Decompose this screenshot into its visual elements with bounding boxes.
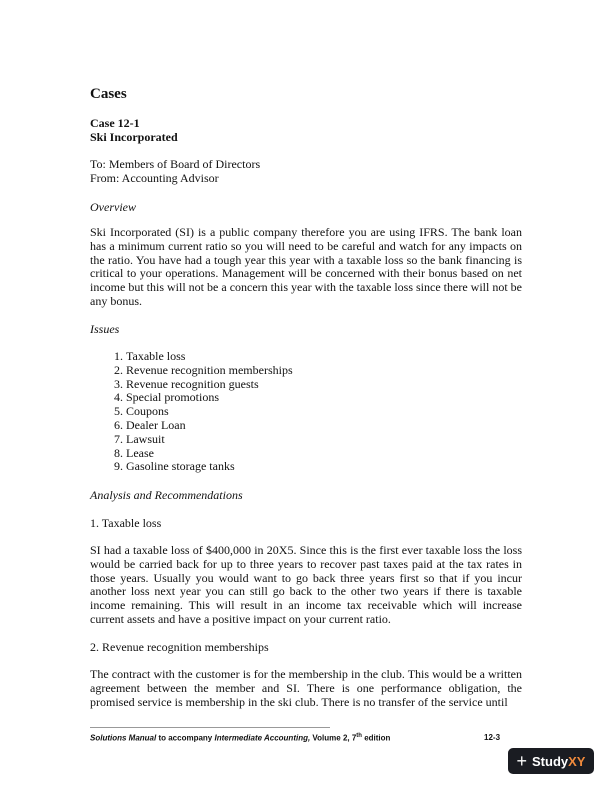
issues-list: [90, 350, 293, 474]
analysis-heading: Analysis and Recommendations: [90, 488, 243, 502]
list-item: 9. Gasoline storage tanks: [126, 460, 293, 474]
analysis-item-1-text: SI had a taxable loss of $400,000 in 20X5. Since this is the first ever taxable loss the loss would be carried back for up to three years to recover past taxes paid at the tax rates in those years. Usually you would want to go back three years first so that if you incur another loss next year you can still go back to the other two years if there is taxable income remaining. This will result in an income tax receivable which will increase current assets and have a positive impact on your current ratio.: [90, 543, 522, 626]
analysis-item-2-heading: 2. Revenue recognition memberships: [90, 640, 269, 654]
footer-divider: [90, 727, 330, 728]
plus-icon: +: [516, 751, 528, 771]
memo-from: From: Accounting Advisor: [90, 170, 219, 185]
list-item: 2. Revenue recognition memberships: [126, 364, 293, 378]
studyxy-badge[interactable]: [508, 748, 594, 774]
list-item: 8. Lease: [126, 447, 293, 461]
badge-label: StudyXY: [532, 753, 586, 769]
list-item: 4. Special promotions: [126, 391, 293, 405]
list-item: 3. Revenue recognition guests: [126, 378, 293, 392]
overview-heading: Overview: [90, 200, 136, 214]
issues-heading: Issues: [90, 322, 120, 336]
case-name: Ski Incorporated: [90, 129, 178, 144]
analysis-item-1-heading: 1. Taxable loss: [90, 516, 162, 530]
case-number: Case 12-1: [90, 116, 140, 130]
page-number: 12-3: [484, 733, 501, 742]
memo-to: To: Members of Board of Directors: [90, 157, 261, 171]
list-item: 1. Taxable loss: [126, 350, 293, 364]
list-item: 5. Coupons: [126, 405, 293, 419]
section-title: Cases: [90, 86, 127, 102]
analysis-item-2-text: The contract with the customer is for the membership in the club. This would be a written agreement between the member and SI. There is one performance obligation, the promised service is membership in the ski club. There is no transfer of the service until: [90, 667, 522, 709]
list-item: 7. Lawsuit: [126, 433, 293, 447]
list-item: 6. Dealer Loan: [126, 419, 293, 433]
footer-citation: Solutions Manual to accompany Intermediate Accounting, Volume 2, 7th edition: [90, 733, 391, 743]
overview-text: Ski Incorporated (SI) is a public company therefore you are using IFRS. The bank loan has a minimum current ratio so you will need to be careful and watch for any impacts on the ratio. You have had a tough year this year with a taxable loss so the bank financing is critical to your operations. Management will be concerned with their bonus based on net income but this will not be a concern this year with the taxable loss since there will not be any bonus.: [90, 225, 522, 308]
memo-header: [90, 158, 260, 186]
case-heading: [90, 117, 178, 145]
